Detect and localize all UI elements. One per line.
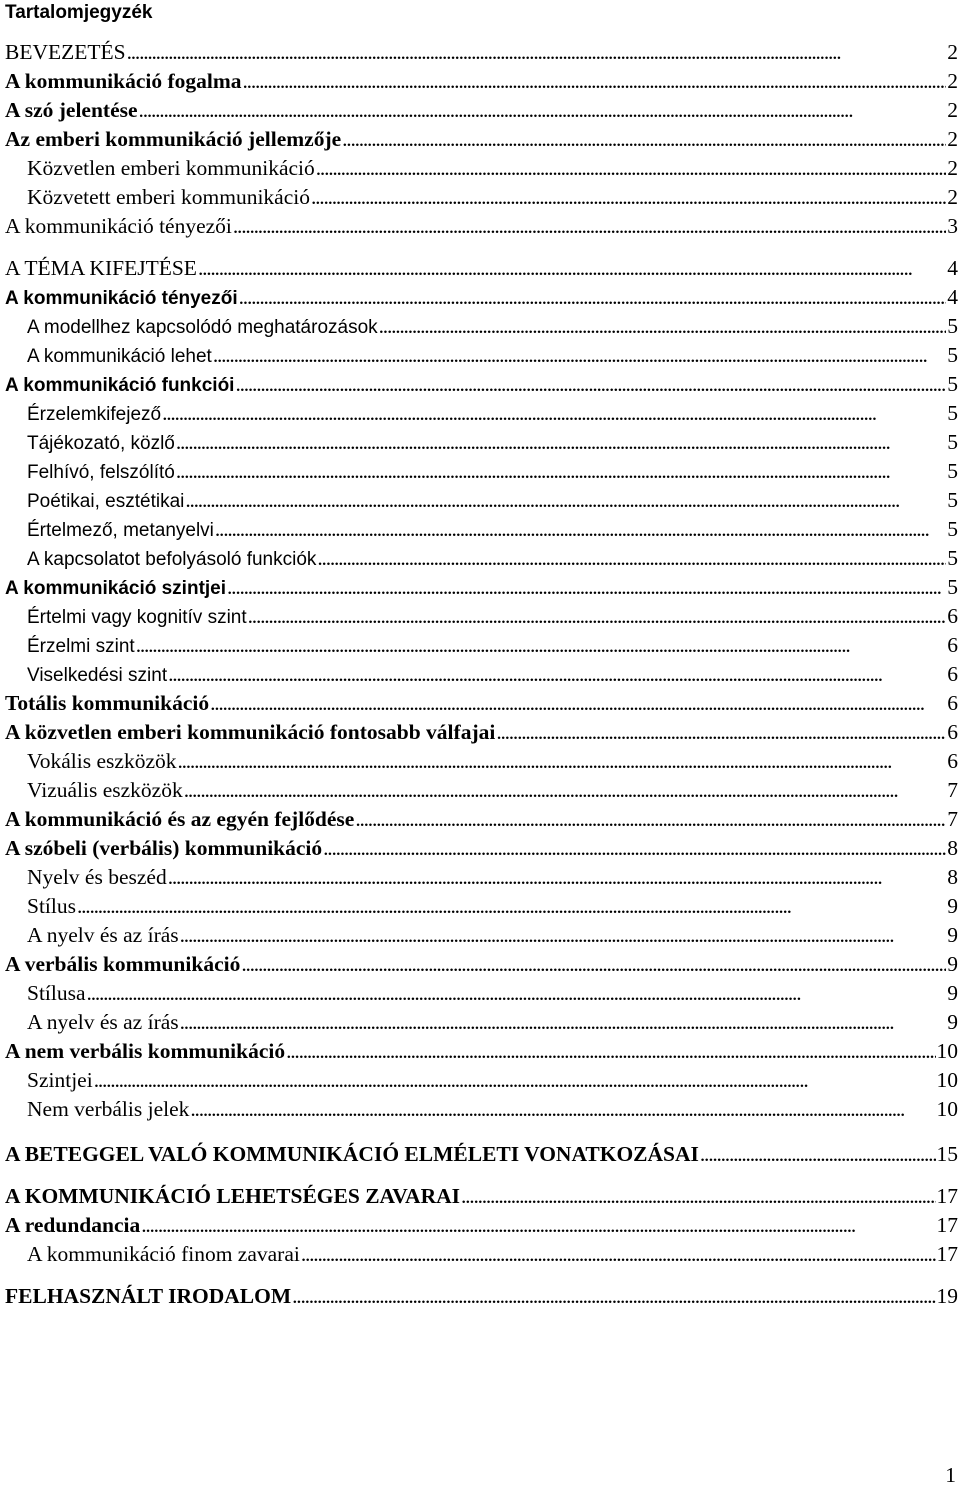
toc-entry-page: 17 [936, 1184, 958, 1208]
toc-entry-page: 5 [947, 575, 958, 599]
toc-leader [176, 428, 946, 457]
toc-entry-page: 7 [947, 778, 958, 802]
toc-leader [139, 96, 947, 125]
toc-entry-page: 3 [947, 214, 958, 238]
toc-entry[interactable] [0, 1095, 960, 1124]
toc-entry-page: 10 [936, 1039, 958, 1063]
toc-entry-label: Közvetett emberi kommunikáció [27, 185, 310, 209]
toc-entry-label: Vizuális eszközök [27, 778, 183, 802]
toc-leader [233, 212, 946, 241]
toc-leader [136, 631, 947, 660]
toc-entry-label: A szóbeli (verbális) kommunikáció [5, 836, 323, 860]
toc-entry-page: 5 [947, 488, 958, 512]
toc-leader [379, 312, 947, 341]
toc-leader [94, 1066, 936, 1095]
toc-leader [180, 1008, 947, 1037]
toc-entry[interactable] [0, 979, 960, 1008]
toc-entry-page: 9 [947, 923, 958, 947]
toc-leader [198, 254, 946, 283]
toc-leader [168, 660, 946, 689]
toc-entry-page: 2 [947, 69, 958, 93]
toc-entry[interactable] [0, 370, 960, 399]
toc-entry[interactable] [0, 486, 960, 515]
toc-leader [461, 1182, 936, 1211]
toc-entry-page: 7 [947, 807, 958, 831]
toc-entry-label: Nyelv és beszéd [27, 865, 167, 889]
toc-entry[interactable] [0, 1282, 960, 1311]
toc-leader [127, 38, 947, 67]
toc-entry-label: A kommunikáció és az egyén fejlődése [5, 807, 355, 831]
toc-entry-page: 2 [947, 98, 958, 122]
toc-leader [323, 834, 946, 863]
toc-entry-page: 15 [936, 1142, 958, 1166]
toc-leader [316, 154, 946, 183]
toc-leader [162, 399, 946, 428]
toc-entry[interactable] [0, 921, 960, 950]
toc-entry-label: A szó jelentése [5, 98, 138, 122]
toc-leader [496, 718, 946, 747]
toc-entry-label: A kommunikáció fogalma [5, 69, 242, 93]
toc-entry-page: 5 [947, 459, 958, 483]
toc-entry-page: 19 [936, 1284, 958, 1308]
toc-entry[interactable] [0, 1240, 960, 1269]
toc-entry-page: 9 [947, 981, 958, 1005]
toc-entry[interactable] [0, 1140, 960, 1169]
toc-entry-label: Értelmi vagy kognitív szint [27, 607, 247, 628]
toc-entry[interactable] [0, 254, 960, 283]
toc-entry[interactable] [0, 96, 960, 125]
toc-entry[interactable] [0, 834, 960, 863]
toc-entry[interactable] [0, 341, 960, 370]
toc-entry-label: Totális kommunikáció [5, 691, 210, 715]
toc-leader [317, 544, 946, 573]
toc-leader [301, 1240, 936, 1269]
toc-entry[interactable] [0, 125, 960, 154]
toc-entry-page: 5 [947, 517, 958, 541]
toc-entry-label: Felhívó, felszólító [27, 462, 175, 483]
toc-entry-label: Értelmező, metanyelvi [27, 520, 214, 541]
toc-entry-label: A kommunikáció szintjei [5, 578, 227, 599]
toc-leader [168, 863, 947, 892]
toc-leader [190, 1095, 935, 1124]
toc-entry-label: Tájékozató, közlő [27, 433, 175, 454]
toc-entry-label: A nyelv és az írás [27, 923, 179, 947]
toc-entry-label: A BETEGGEL VALÓ KOMMUNIKÁCIÓ ELMÉLETI VONATKOZÁSAI [5, 1142, 699, 1166]
toc-entry-label: Stílus [27, 894, 76, 918]
toc-entry[interactable] [0, 428, 960, 457]
toc-entry-label: A közvetlen emberi kommunikáció fontosabb válfajai [5, 720, 496, 744]
toc-entry[interactable] [0, 67, 960, 96]
toc-entry-label: Stílusa [27, 981, 86, 1005]
toc-entry-label: Nem verbális jelek [27, 1097, 190, 1121]
toc-entry[interactable] [0, 863, 960, 892]
toc-entry-page: 6 [947, 749, 958, 773]
toc-entry-page: 5 [947, 430, 958, 454]
toc-entry-page: 6 [947, 633, 958, 657]
toc-entry-page: 5 [947, 546, 958, 570]
toc-leader [248, 602, 947, 631]
toc-entry-label: Vokális eszközök [27, 749, 177, 773]
toc-entry-page: 9 [947, 952, 958, 976]
toc-entry[interactable] [0, 312, 960, 341]
toc-leader [292, 1282, 935, 1311]
toc-entry[interactable] [0, 1037, 960, 1066]
toc-entry-page: 6 [947, 604, 958, 628]
toc-entry[interactable] [0, 689, 960, 718]
toc-entry-page: 5 [947, 401, 958, 425]
toc-entry[interactable] [0, 573, 960, 602]
toc-entry-page: 8 [947, 836, 958, 860]
toc-entry[interactable] [0, 602, 960, 631]
toc-entry-page: 6 [947, 691, 958, 715]
toc-leader [180, 921, 947, 950]
toc-entry[interactable] [0, 950, 960, 979]
toc-entry-label: A verbális kommunikáció [5, 952, 241, 976]
toc-entry-label: A kapcsolatot befolyásoló funkciók [27, 549, 317, 570]
toc-entry-label: FELHASZNÁLT IRODALOM [5, 1284, 292, 1308]
toc-entry-label: Érzelmi szint [27, 636, 135, 657]
toc-entry[interactable] [0, 283, 960, 312]
toc-entry-label: Viselkedési szint [27, 665, 168, 686]
toc-entry-label: BEVEZETÉS [5, 40, 126, 64]
toc-entry-page: 2 [947, 40, 958, 64]
toc-entry[interactable] [0, 747, 960, 776]
toc-entry[interactable] [0, 1182, 960, 1211]
toc-entry-label: A kommunikáció tényezői [5, 214, 232, 238]
toc-entry[interactable] [0, 1211, 960, 1240]
toc-leader [342, 125, 946, 154]
toc-entry-label: A redundancia [5, 1213, 141, 1237]
toc-entry-page: 9 [947, 1010, 958, 1034]
toc-entry-page: 9 [947, 894, 958, 918]
toc-entry[interactable] [0, 399, 960, 428]
toc-leader [227, 573, 946, 602]
toc-entry-label: A KOMMUNIKÁCIÓ LEHETSÉGES ZAVARAI [5, 1184, 460, 1208]
toc-entry-label: A kommunikáció finom zavarai [27, 1242, 300, 1266]
toc-leader [177, 747, 946, 776]
toc-entry-label: Poétikai, esztétikai [27, 491, 185, 512]
toc-entry-page: 10 [936, 1068, 958, 1092]
toc-leader [241, 950, 946, 979]
toc-leader [185, 486, 946, 515]
toc-entry[interactable] [0, 1066, 960, 1095]
toc-entry-page: 2 [947, 185, 958, 209]
toc-leader [184, 776, 947, 805]
toc-entry-page: 10 [936, 1097, 958, 1121]
toc-entry-label: Közvetlen emberi kommunikáció [27, 156, 315, 180]
toc-entry[interactable] [0, 718, 960, 747]
toc-entry-label: A kommunikáció tényezői [5, 288, 238, 309]
toc-leader [243, 67, 947, 96]
toc-leader [210, 689, 946, 718]
toc-leader [215, 515, 946, 544]
toc-leader [700, 1140, 936, 1169]
toc-leader [87, 979, 947, 1008]
page-title: Tartalomjegyzék [5, 2, 153, 23]
toc-entry-page: 4 [947, 285, 958, 309]
toc-entry-page: 5 [947, 372, 958, 396]
toc-entry[interactable] [0, 805, 960, 834]
toc-entry[interactable] [0, 544, 960, 573]
toc-entry-label: A TÉMA KIFEJTÉSE [5, 256, 197, 280]
toc-leader [141, 1211, 935, 1240]
toc-entry-page: 17 [936, 1242, 958, 1266]
toc-entry[interactable] [0, 515, 960, 544]
toc-entry-label: A nyelv és az írás [27, 1010, 179, 1034]
toc-entry[interactable] [0, 776, 960, 805]
toc-entry[interactable] [0, 1008, 960, 1037]
page-number: 1 [945, 1463, 956, 1487]
toc-entry-page: 17 [936, 1213, 958, 1237]
toc-entry-page: 5 [947, 343, 958, 367]
toc-entry[interactable] [0, 183, 960, 212]
toc-entry-label: A modellhez kapcsolódó meghatározások [27, 317, 378, 338]
toc-entry[interactable] [0, 631, 960, 660]
toc-leader [176, 457, 946, 486]
toc-entry-page: 6 [947, 720, 958, 744]
toc-entry[interactable] [0, 892, 960, 921]
toc-entry[interactable] [0, 154, 960, 183]
toc-leader [311, 183, 946, 212]
toc-entry-page: 2 [947, 156, 958, 180]
toc-leader [235, 370, 946, 399]
toc-entry-label: Érzelemkifejező [27, 404, 162, 425]
toc-entry[interactable] [0, 457, 960, 486]
toc-leader [239, 283, 947, 312]
toc-entry-label: A nem verbális kommunikáció [5, 1039, 286, 1063]
toc-entry-label: A kommunikáció lehet [27, 346, 212, 367]
toc-entry[interactable] [0, 212, 960, 241]
toc-entry-page: 2 [947, 127, 958, 151]
toc-entry-page: 4 [947, 256, 958, 280]
toc-entry-label: Szintjei [27, 1068, 93, 1092]
toc-entry-page: 6 [947, 662, 958, 686]
toc-entry-label: A kommunikáció funkciói [5, 375, 235, 396]
toc-entry[interactable] [0, 660, 960, 689]
toc-entry[interactable] [0, 38, 960, 67]
toc-entry-page: 5 [947, 314, 958, 338]
toc-leader [213, 341, 946, 370]
toc-entry-page: 8 [947, 865, 958, 889]
toc-leader [77, 892, 946, 921]
toc-entry-label: Az emberi kommunikáció jellemzője [5, 127, 342, 151]
toc-leader [355, 805, 946, 834]
toc-leader [286, 1037, 935, 1066]
